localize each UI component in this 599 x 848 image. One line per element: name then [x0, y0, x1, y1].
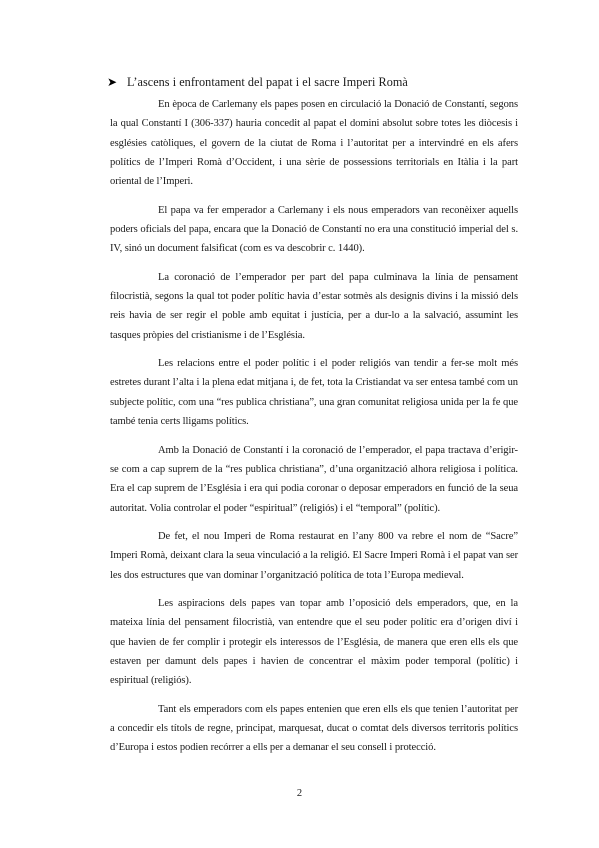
- document-body: [110, 95, 518, 767]
- paragraph: Amb la Donació de Constantí i la coronació de l’emperador, el papa tractava d’erigir-se com a cap suprem de la “res publica christiana”, d’una organització alhora religiosa i política. Era el cap suprem de l’Església i era qui podia coronar o deposar emperadors en funció de la seua autoritat. Volia controlar el poder “espiritual” (religiós) i el “temporal” (polític).: [110, 444, 518, 514]
- arrow-bullet-icon: ➤: [107, 75, 118, 89]
- section-heading: [107, 72, 507, 92]
- paragraph: De fet, el nou Imperi de Roma restaurat en l’any 800 va rebre el nom de “Sacre” Imperi Romà, deixant clara la seua vinculació a la religió. El Sacre Imperi Romà i el papat van ser les dos estructures que van dominar l’organització política de tota l’Europa medieval.: [110, 530, 518, 581]
- section-title: L’ascens i enfrontament del papat i el sacre Imperi Romà: [127, 75, 408, 89]
- paragraph: Les relacions entre el poder polític i el poder religiós van tendir a fer-se molt més estretes durant l’alta i la plena edat mitjana i, de fet, tota la Cristiandat va ser entesa també com un subjecte polític, com una “res publica christiana”, una gran comunitat religiosa unida per la fe que també tenia certs lligams polítics.: [110, 358, 518, 428]
- paragraph: La coronació de l’emperador per part del papa culminava la línia de pensament filocristià, segons la qual tot poder polític havia d’estar sotmès als designis divins i la missió dels reis havia de ser regir el poble amb equitat i justícia, per a dur-lo a la salvació, assumint les tasques pròpies del cristianisme i de l’Església.: [110, 271, 518, 341]
- paragraph: El papa va fer emperador a Carlemany i els nous emperadors van reconèixer aquells poders oficials del papa, encara que la Donació de Constantí no era una constitució imperial del s. IV, sinó un document falsificat (com es va descobrir c. 1440).: [110, 204, 518, 255]
- page-number: 2: [296, 788, 303, 799]
- paragraph: Tant els emperadors com els papes entenien que eren ells els que tenien l’autoritat per a concedir els títols de regne, principat, marquesat, ducat o comtat dels diversos territoris polítics d’Europa i estos podien recórrer a ells per a demanar el seu consell i protecció.: [110, 703, 518, 754]
- paragraph: Les aspiracions dels papes van topar amb l’oposició dels emperadors, que, en la mateixa línia del pensament filocristià, van entendre que el seu poder polític era d’origen diví i que havien de fer complir i protegir els interessos de l’Església, de manera que eren ells els que estaven per damunt dels papes i havien de concentrar el màxim poder temporal (polític) i espiritual (religiós).: [110, 597, 518, 687]
- paragraph: En època de Carlemany els papes posen en circulació la Donació de Constantí, segons la qual Constantí I (306-337) hauria concedit al papat el domini absolut sobre totes les diòcesis i esglésies catòliques, el govern de la ciutat de Roma i l’autoritat per a intervindré en els afers polítics de l’Imperi Romà d’Occident, i una sèrie de possessions territorials en Itàlia i la part oriental de l’Imperi.: [110, 99, 518, 188]
